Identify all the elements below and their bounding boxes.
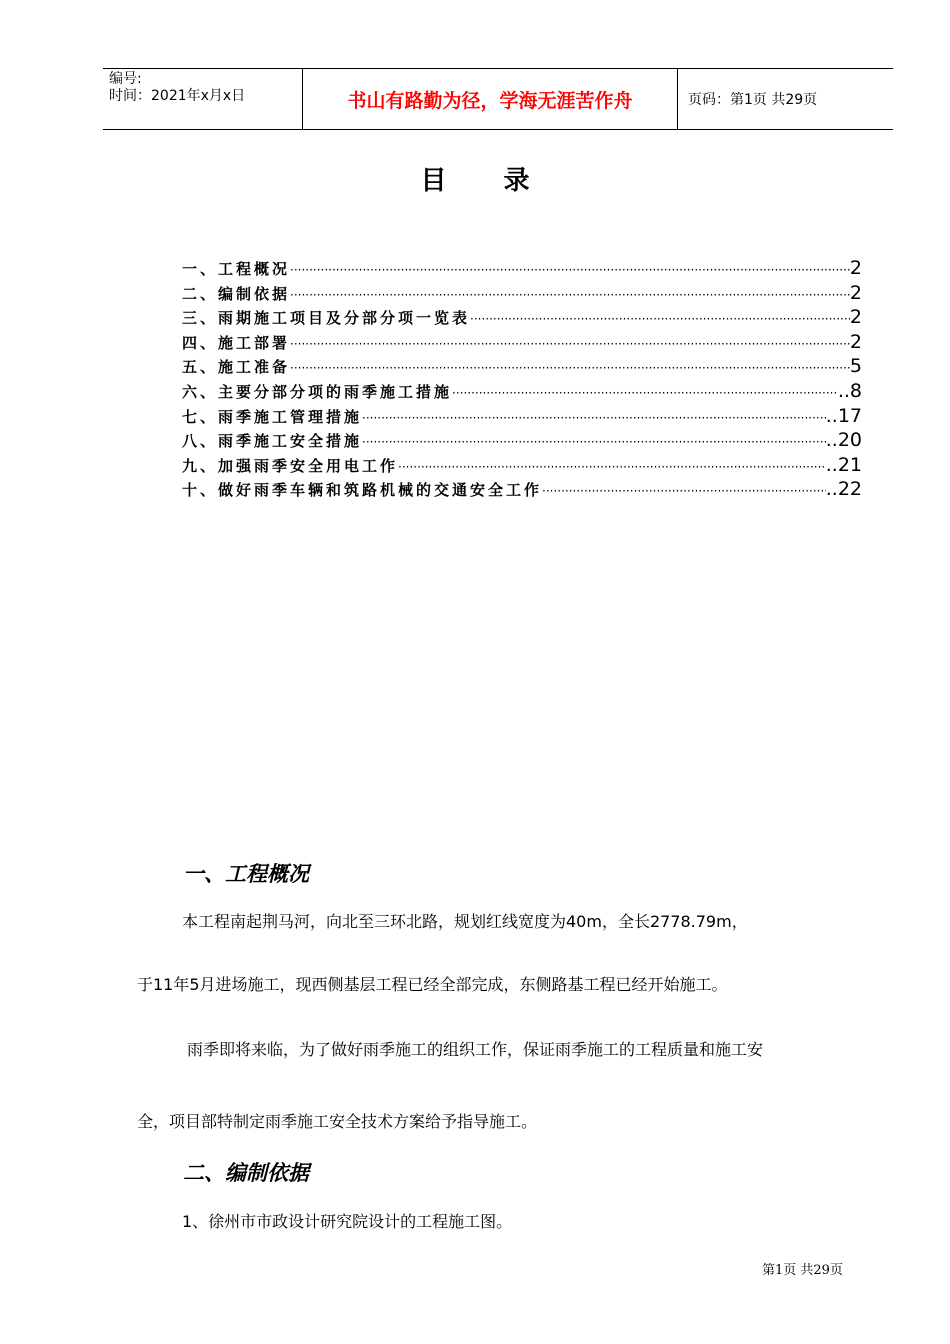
section-heading-overview: 一、工程概况 [183,862,309,886]
header-motto: 书山有路勤为径，学海无涯苦作舟 [303,69,678,129]
toc-entry-page: 2 [849,281,862,304]
toc-entry-label: 三、雨期施工项目及分部分项一览表 [182,309,471,328]
toc-entry[interactable] [182,454,862,479]
toc-entry-label: 四、施工部署 [182,333,291,352]
page-header [103,68,893,130]
table-of-contents [182,257,862,503]
toc-entry[interactable] [182,429,862,454]
header-meta [103,69,303,129]
toc-entry-page: ..22 [825,478,862,501]
paragraph-line: 全，项目部特制定雨季施工安全技术方案给予指导施工。 [137,1112,538,1131]
toc-entry-label: 五、施工准备 [182,358,291,377]
toc-entry-page: 2 [849,330,862,353]
toc-entry[interactable] [182,306,862,331]
toc-entry[interactable] [182,331,862,356]
page-footer: 第1页 共29页 [762,1263,843,1278]
toc-entry[interactable] [182,355,862,380]
toc-leader [398,460,826,474]
toc-entry-label: 二、编制依据 [182,284,291,303]
paragraph-line: 本工程南起荆马河，向北至三环北路，规划红线宽度为40m，全长2778.79m， [182,912,748,931]
toc-entry-page: ..17 [825,404,862,427]
toc-leader [452,386,838,400]
time-label: 时间：2021年x月x日 [109,88,246,104]
toc-entry-label: 十、做好雨季车辆和筑路机械的交通安全工作 [182,481,543,500]
toc-title: 目 录 [420,166,554,196]
toc-entry-label: 六、主要分部分项的雨季施工措施 [182,382,453,401]
paragraph-line: 雨季即将来临，为了做好雨季施工的组织工作，保证雨季施工的工程质量和施工安 [187,1040,764,1059]
toc-leader [362,411,826,425]
toc-entry[interactable] [182,257,862,282]
toc-entry-page: ..21 [825,453,862,476]
header-page-info: 页码：第1页 共29页 [688,92,818,108]
toc-entry[interactable] [182,282,862,307]
toc-entry-page: 5 [849,355,862,378]
toc-entry-label: 八、雨季施工安全措施 [182,432,363,451]
toc-entry-page: 2 [849,306,862,329]
number-label: 编号: [109,71,142,87]
toc-entry-page: ..20 [825,429,862,452]
toc-leader [362,435,826,449]
toc-leader [290,288,850,302]
toc-entry[interactable] [182,478,862,503]
paragraph-line: 1、徐州市市政设计研究院设计的工程施工图。 [182,1212,513,1231]
toc-entry-page: ..8 [837,379,862,402]
toc-leader [290,361,850,375]
toc-leader [470,312,850,326]
toc-entry[interactable] [182,405,862,430]
toc-entry-label: 七、雨季施工管理措施 [182,407,363,426]
toc-leader [290,337,850,351]
toc-leader [290,263,850,277]
paragraph-line: 于11年5月进场施工，现西侧基层工程已经全部完成，东侧路基工程已经开始施工。 [137,975,728,994]
toc-entry-label: 九、加强雨季安全用电工作 [182,456,399,475]
toc-entry[interactable] [182,380,862,405]
toc-entry-page: 2 [849,257,862,279]
section-heading-basis: 二、编制依据 [183,1161,309,1185]
toc-entry-label: 一、工程概况 [182,260,291,278]
toc-leader [542,484,826,498]
